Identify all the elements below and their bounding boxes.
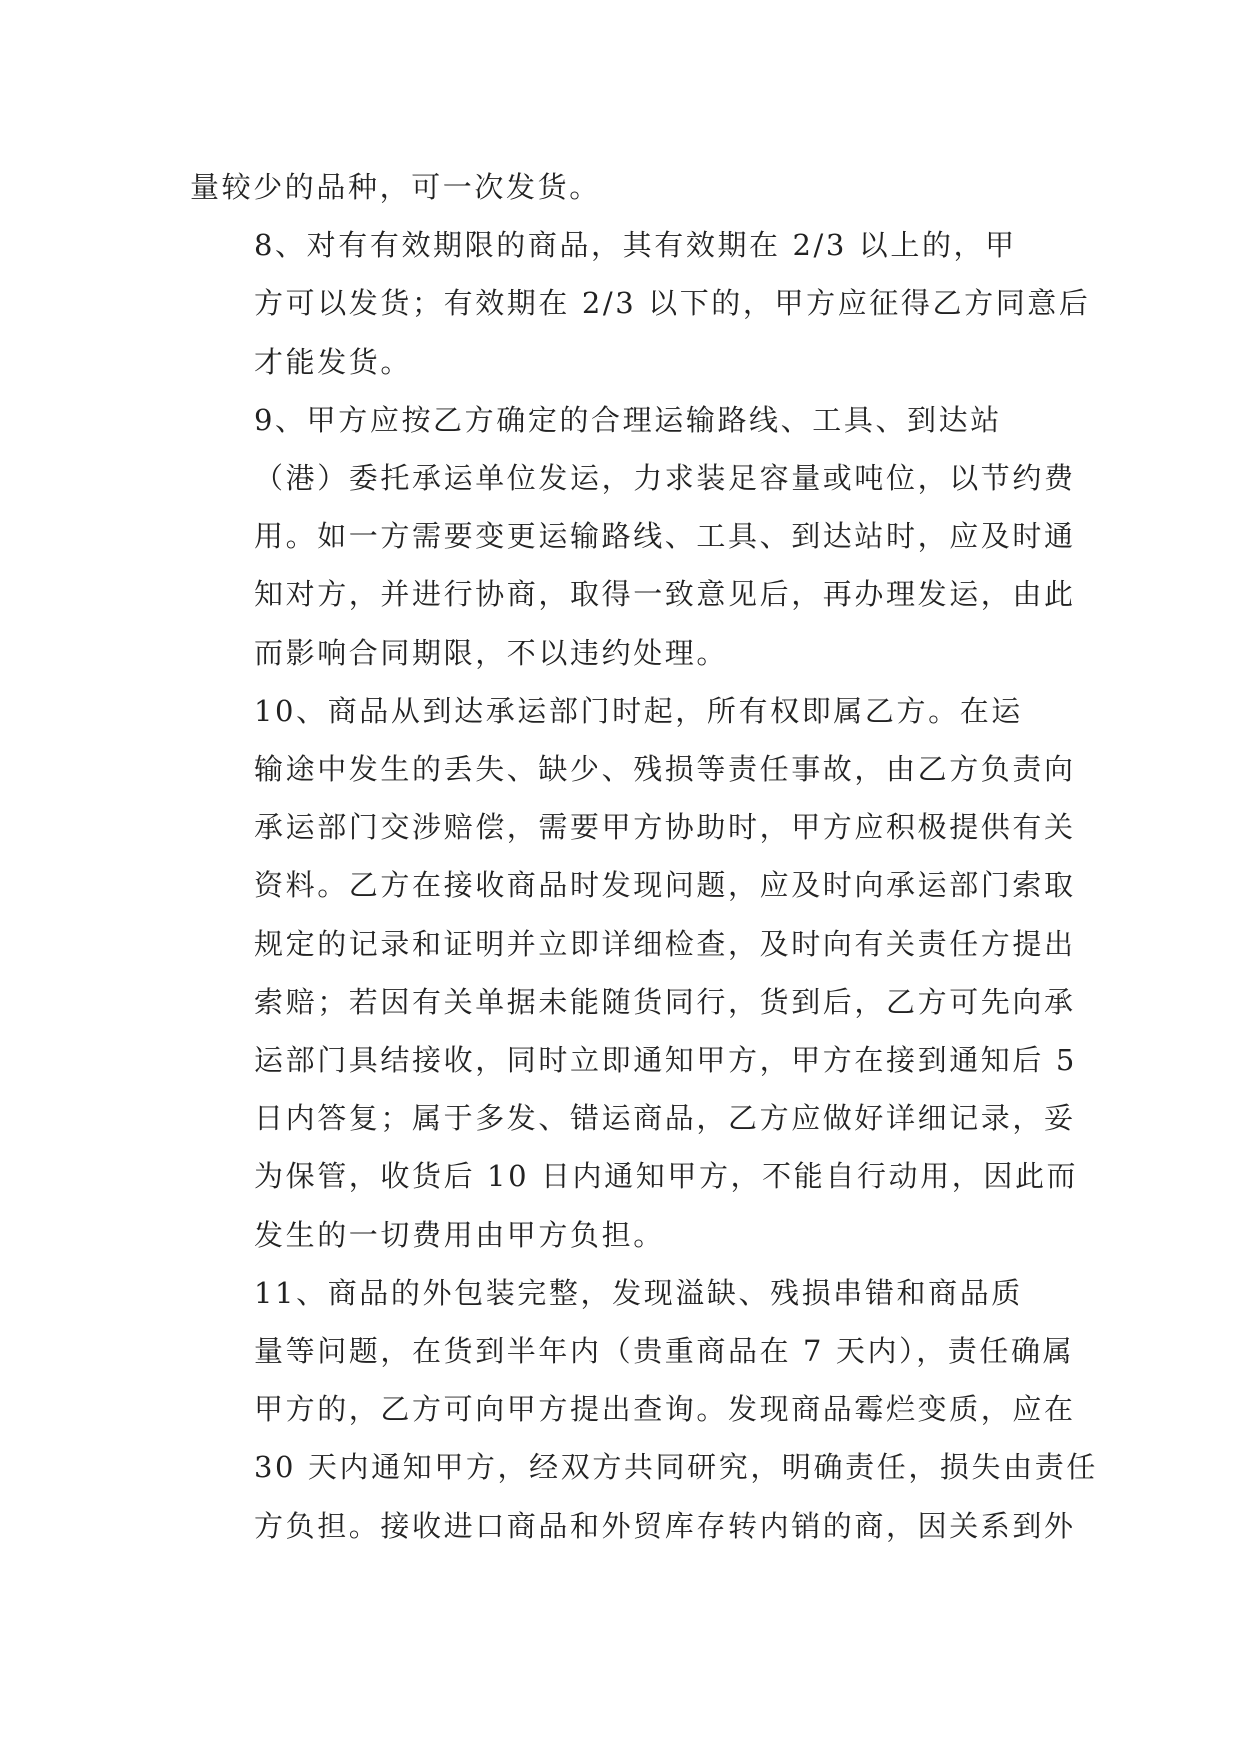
paragraph-clause-11 xyxy=(190,1264,1098,1555)
text-line: 量较少的品种，可一次发货。 xyxy=(190,170,601,204)
text-line: 发生的一切费用由甲方负担。 xyxy=(254,1217,665,1252)
text-line: 日内答复；属于多发、错运商品，乙方应做好详细记录，妥 xyxy=(254,1101,1076,1136)
text-line: 30 天内通知甲方，经双方共同研究，明确责任，损失由责任 xyxy=(254,1450,1098,1485)
text-line: 才能发货。 xyxy=(254,344,413,379)
text-line: 规定的记录和证明并立即详细检查，及时向有关责任方提出 xyxy=(254,926,1076,961)
text-line: 为保管，收货后 10 日内通知甲方，不能自行动用，因此而 xyxy=(254,1159,1079,1194)
text-line: （港）委托承运单位发运，力求装足容量或吨位，以节约费 xyxy=(254,461,1076,496)
text-line: 索赔；若因有关单据未能随货同行，货到后，乙方可先向承 xyxy=(254,984,1076,1019)
paragraph-clause-10 xyxy=(190,682,1079,1264)
text-line: 方负担。接收进口商品和外贸库存转内销的商，因关系到外 xyxy=(254,1508,1076,1543)
text-line: 方可以发货；有效期在 2/3 以下的，甲方应征得乙方同意后 xyxy=(254,286,1091,321)
text-line: 知对方，并进行协商，取得一致意见后，再办理发运，由此 xyxy=(254,577,1076,612)
text-line: 运部门具结接收，同时立即通知甲方，甲方在接到通知后 5 xyxy=(254,1043,1077,1078)
paragraph-continuation xyxy=(190,158,1050,216)
text-line: 而影响合同期限，不以违约处理。 xyxy=(254,635,729,670)
text-line: 9、甲方应按乙方确定的合理运输路线、工具、到达站 xyxy=(254,402,1002,437)
paragraph-clause-8 xyxy=(190,216,1091,391)
text-line: 量等问题，在货到半年内（贵重商品在 7 天内），责任确属 xyxy=(254,1334,1075,1369)
text-line: 10、商品从到达承运部门时起，所有权即属乙方。在运 xyxy=(254,693,1023,728)
text-line: 资料。乙方在接收商品时发现问题，应及时向承运部门索取 xyxy=(254,868,1076,903)
text-line: 用。如一方需要变更运输路线、工具、到达站时，应及时通 xyxy=(254,519,1076,554)
text-line: 输途中发生的丢失、缺少、残损等责任事故，由乙方负责向 xyxy=(254,752,1076,787)
text-line: 8、对有有效期限的商品，其有效期在 2/3 以上的，甲 xyxy=(254,228,1017,263)
text-line: 甲方的，乙方可向甲方提出查询。发现商品霉烂变质，应在 xyxy=(254,1392,1076,1427)
text-line: 承运部门交涉赔偿，需要甲方协助时，甲方应积极提供有关 xyxy=(254,810,1076,845)
paragraph-clause-9 xyxy=(190,391,1076,682)
document-body xyxy=(190,158,1098,1555)
text-line: 11、商品的外包装完整，发现溢缺、残损串错和商品质 xyxy=(254,1275,1023,1310)
